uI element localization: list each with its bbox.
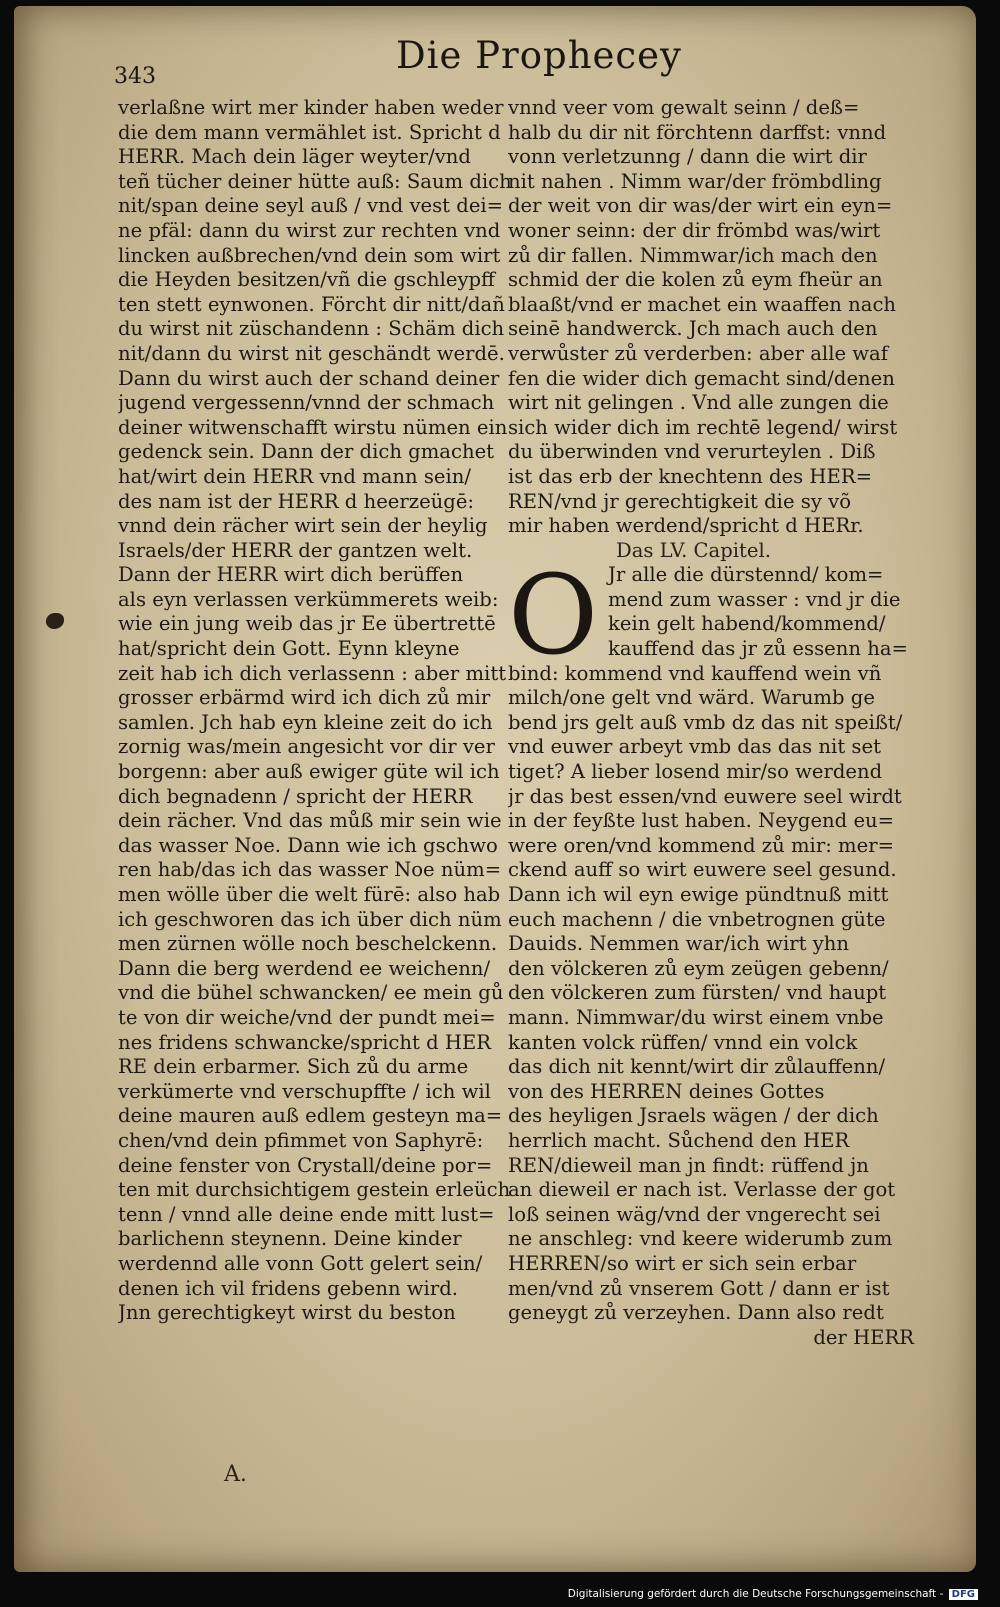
text-line: nit/dann du wirst nit geschändt werdē. xyxy=(118,341,505,365)
text-line: herrlich macht. Sůchend den HER xyxy=(508,1128,850,1152)
text-line: das wasser Noe. Dann wie ich gschwo xyxy=(118,833,498,857)
text-line: kauffend das jr zů essenn ha= xyxy=(608,637,908,661)
text-line: chen/vnd dein pfimmet von Saphyrē: xyxy=(118,1128,484,1152)
text-line: vnd euwer arbeyt vmb das das nit set xyxy=(508,735,881,759)
text-line: ren hab/das ich das wasser Noe nüm= xyxy=(118,858,502,882)
text-line: te von dir weiche/vnd der pundt mei= xyxy=(118,1005,496,1029)
text-line: ne anschleg: vnd keere widerumb zum xyxy=(508,1227,893,1251)
text-line: jugend vergessenn/vnnd der schmach xyxy=(118,391,495,415)
text-line: REN/vnd jr gerechtigkeit die sy võ xyxy=(508,489,851,513)
text-line: verkümerte vnd verschupffte / ich wil xyxy=(118,1079,491,1103)
book-page xyxy=(14,6,976,1572)
text-line: zeit hab ich dich verlassenn : aber mitt xyxy=(118,661,507,685)
text-line: woner seinn: der dir frömbd was/wirt xyxy=(508,218,881,242)
drop-initial: O xyxy=(508,551,599,680)
text-line: jr das best essen/vnd euwere seel wirdt xyxy=(508,784,902,808)
text-line: nes fridens schwancke/spricht d HER xyxy=(118,1030,492,1054)
text-line: REN/dieweil man jn findt: rüffend jn xyxy=(508,1153,869,1177)
right-text-column xyxy=(508,96,918,1350)
text-line: den völckeren zů eym zeügen gebenn/ xyxy=(508,956,889,980)
text-line: deine fenster von Crystall/deine por= xyxy=(118,1153,493,1177)
text-line: men zürnen wölle noch beschelckenn. xyxy=(118,932,498,956)
text-line: kein gelt habend/kommend/ xyxy=(608,612,886,636)
text-line: werdennd alle vonn Gott gelert sein/ xyxy=(118,1251,483,1275)
text-line: HERREN/so wirt er sich sein erbar xyxy=(508,1251,857,1275)
text-line: ist das erb der knechtenn des HER= xyxy=(508,464,872,488)
text-line: halb du dir nit förchtenn darffst: vnnd xyxy=(508,120,887,144)
text-line: vonn verletzunng / dann die wirt dir xyxy=(508,145,867,169)
text-line: bind: kommend vnd kauffend wein vñ xyxy=(508,661,882,685)
text-line: in der feyßte lust haben. Neygend eu= xyxy=(508,809,895,833)
text-line: der weit von dir was/der wirt ein eyn= xyxy=(508,194,893,218)
text-line: seinē handwerck. Jch mach auch den xyxy=(508,317,878,341)
text-line: Israels/der HERR der gantzen welt. xyxy=(118,538,473,562)
text-line: mir haben werdend/spricht d HERr. xyxy=(508,514,864,538)
text-line: ten stett eynwonen. Förcht dir nitt/dañ xyxy=(118,292,505,316)
text-line: Jnn gerechtigkeyt wirst du beston xyxy=(118,1301,456,1325)
text-line: kanten volck rüffen/ vnnd ein volck xyxy=(508,1030,858,1054)
text-line: das dich nit kennt/wirt dir zůlauffenn/ xyxy=(508,1055,886,1079)
text-line: deine mauren auß edlem gesteyn ma= xyxy=(118,1104,503,1128)
credit-text: Digitalisierung gefördert durch die Deutsche Forschungsgemeinschaft - xyxy=(567,1588,944,1600)
text-line: ckend auff so wirt euwere seel gesund. xyxy=(508,858,897,882)
text-line: verwůster zů verderben: aber alle waf xyxy=(508,341,888,365)
running-title: Die Prophecey xyxy=(396,34,682,77)
text-line: mann. Nimmwar/du wirst einem vnbe xyxy=(508,1005,884,1029)
text-line: were oren/vnd kommend zů mir: mer= xyxy=(508,833,894,857)
text-line: teñ tücher deiner hütte auß: Saum dich xyxy=(118,169,512,193)
text-line: an dieweil er nach ist. Verlasse der got xyxy=(508,1178,896,1202)
text-line: gedenck sein. Dann der dich gmachet xyxy=(118,440,495,464)
signature-mark: A. xyxy=(224,1462,247,1487)
text-line: Dauids. Nemmen war/ich wirt yhn xyxy=(508,932,849,956)
text-line: du wirst nit züschandenn : Schäm dich xyxy=(118,317,505,341)
text-line: samlen. Jch hab eyn kleine zeit do ich xyxy=(118,710,493,734)
text-line: vnnd dein rächer wirt sein der heylig xyxy=(118,514,488,538)
text-line: men wölle über die welt fürē: also hab xyxy=(118,883,501,906)
text-line: tiget? A lieber losend mir/so werdend xyxy=(508,760,883,784)
text-line: hat/spricht dein Gott. Eynn kleyne xyxy=(118,637,460,661)
text-line: des nam ist der HERR d heerzeügē: xyxy=(118,489,475,513)
chapter-heading: Das LV. Capitel. xyxy=(616,538,771,562)
text-line: grosser erbärmd wird ich dich zů mir xyxy=(118,686,491,710)
text-line: blaaßt/vnd er machet ein waaffen nach xyxy=(508,292,897,316)
text-line: borgenn: aber auß ewiger güte wil ich xyxy=(118,760,500,784)
text-line: geneygt zů verzeyhen. Dann also redt xyxy=(508,1301,884,1325)
digitization-credit xyxy=(568,1588,978,1600)
text-line: die dem mann vermählet ist. Spricht d xyxy=(118,120,501,144)
text-line: men/vnd zů vnserem Gott / dann er ist xyxy=(508,1276,890,1300)
text-line: dein rächer. Vnd das můß mir sein wie xyxy=(118,809,502,833)
text-line: dich begnadenn / spricht der HERR xyxy=(118,784,473,808)
text-line: zů dir fallen. Nimmwar/ich mach den xyxy=(508,243,878,267)
text-line: den völckeren zum fürsten/ vnd haupt xyxy=(508,981,887,1005)
text-line: loß seinen wäg/vnd der vngerecht sei xyxy=(508,1202,881,1226)
text-line: Dann der HERR wirt dich berüffen xyxy=(118,563,464,587)
page-number: 343 xyxy=(114,64,156,89)
text-line: ne pfäl: dann du wirst zur rechten vnd xyxy=(118,218,501,242)
text-line: nit nahen . Nimm war/der frömbdling xyxy=(508,169,882,193)
text-line: des heyligen Jsraels wägen / der dich xyxy=(508,1104,879,1128)
text-line: sich wider dich im rechtē legend/ wirst xyxy=(508,415,898,439)
left-text-column xyxy=(118,96,536,1326)
dfg-logo: DFG xyxy=(949,1589,978,1600)
text-line: schmid der die kolen zů eym fheür an xyxy=(508,268,883,292)
text-line: hat/wirt dein HERR vnd mann sein/ xyxy=(118,464,471,488)
text-line: ten mit durchsichtigem gestein erleüch xyxy=(118,1178,511,1202)
text-line: vnd die bühel schwancken/ ee mein gů xyxy=(118,981,504,1005)
text-line: Dann ich wil eyn ewige pündtnuß mitt xyxy=(508,883,889,906)
text-line: wirt nit gelingen . Vnd alle zungen die xyxy=(508,391,889,415)
text-line: RE dein erbarmer. Sich zů du arme xyxy=(118,1055,469,1079)
text-line: bend jrs gelt auß vmb dz das nit speißt/ xyxy=(508,710,903,734)
text-line: milch/one gelt vnd wärd. Warumb ge xyxy=(508,686,875,710)
text-line: Dann die berg werdend ee weichenn/ xyxy=(118,956,491,980)
text-line: vnnd veer vom gewalt seinn / deß= xyxy=(508,96,860,119)
catchword: der HERR xyxy=(813,1325,914,1349)
text-line: denen ich vil fridens gebenn wird. xyxy=(118,1276,458,1300)
text-line: von des HERREN deines Gottes xyxy=(508,1079,825,1103)
text-line: lincken außbrechen/vnd dein som wirt xyxy=(118,243,501,267)
text-line: verlaßne wirt mer kinder haben weder xyxy=(118,96,504,119)
text-line: Dann du wirst auch der schand deiner xyxy=(118,366,500,390)
ink-blot xyxy=(46,613,64,629)
text-line: tenn / vnnd alle deine ende mitt lust= xyxy=(118,1202,495,1226)
text-line: euch machenn / die vnbetrognen güte xyxy=(508,907,886,931)
text-line: ich geschworen das ich über dich nüm xyxy=(118,907,502,931)
text-line: Jr alle die dürstennd/ kom= xyxy=(608,563,884,587)
text-line: HERR. Mach dein läger weyter/vnd xyxy=(118,145,471,169)
text-line: zornig was/mein angesicht vor dir ver xyxy=(118,735,495,759)
text-line: die Heyden besitzen/vñ die gschleypff xyxy=(118,268,495,292)
text-line: barlichenn steynenn. Deine kinder xyxy=(118,1227,462,1251)
text-line: deiner witwenschafft wirstu nümen ein xyxy=(118,415,508,439)
text-line: nit/span deine seyl auß / vnd vest dei= xyxy=(118,194,504,218)
text-line: mend zum wasser : vnd jr die xyxy=(608,587,901,611)
text-line: als eyn verlassen verkümmerets weib: xyxy=(118,587,499,611)
text-line: du überwinden vnd verurteylen . Diß xyxy=(508,440,876,464)
text-line: wie ein jung weib das jr Ee übertrettē xyxy=(118,612,496,636)
text-line: fen die wider dich gemacht sind/denen xyxy=(508,366,895,390)
